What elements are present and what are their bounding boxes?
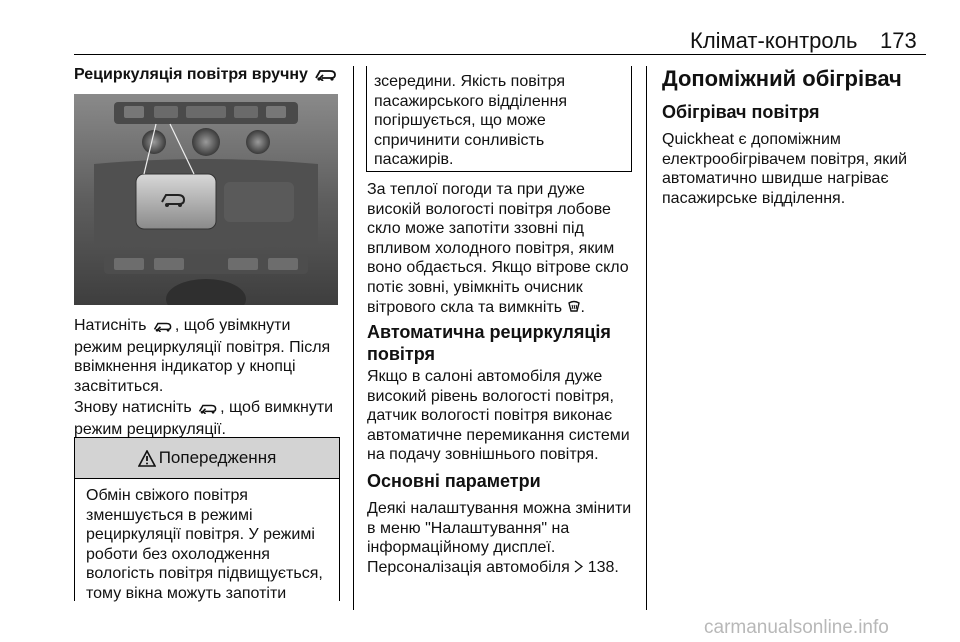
- para-text: високий рівень вологості повітря,: [367, 387, 614, 405]
- para-text: високій вологості повітря лобове: [367, 200, 611, 218]
- para-text: воно обдається. Якщо вітрове скло: [367, 259, 629, 277]
- quickheat-paragraph: [662, 130, 937, 208]
- para-text: За теплої погоди та при дуже: [367, 181, 585, 198]
- warning-line: зменшується в режимі: [86, 506, 253, 524]
- auxiliary-heater-heading: Допоміжний обігрівач: [662, 66, 902, 91]
- recirculation-icon: [313, 67, 339, 87]
- recirculation-icon: [197, 400, 219, 420]
- para-text: , щоб увімкнути: [174, 317, 291, 334]
- recirculation-icon: [152, 318, 174, 338]
- para-text: впливом холодного повітря, яким: [367, 239, 615, 257]
- para-text: електрообігрівачем повітря, який: [662, 150, 908, 168]
- para-text: Деякі налаштування можна змінити: [367, 500, 632, 517]
- para-text: автоматично швидше нагріває: [662, 170, 889, 188]
- warning-line: пасажирів.: [374, 151, 454, 169]
- header-divider: [74, 54, 926, 55]
- press-on-paragraph: [74, 316, 344, 396]
- para-text: датчик вологості повітря виконає: [367, 407, 613, 425]
- para-text: ввімкнення індикатор у кнопці: [74, 358, 296, 376]
- warning-line: роботи без охолодження: [86, 545, 270, 563]
- para-text: автоматичне перемикання системи: [367, 426, 630, 444]
- auto-recirculation-paragraph: [367, 367, 642, 465]
- page-number: 173: [880, 28, 917, 53]
- auto-recirculation-heading: [367, 321, 611, 365]
- climate-panel-photo: [74, 94, 338, 305]
- warning-continued-text: [374, 72, 567, 170]
- column-divider-1: [353, 66, 354, 610]
- para-text: режим рециркуляції.: [74, 420, 226, 438]
- personalisation-reference: [367, 558, 642, 579]
- para-text: Знову натисніть: [74, 399, 192, 416]
- warning-line: Обмін свіжого повітря: [86, 487, 248, 504]
- warning-line: спричинити сонливість: [374, 131, 545, 149]
- para-text: вітрового скла та вимкніть: [367, 298, 563, 316]
- para-text: Персоналізація автомобіля: [367, 559, 570, 576]
- heading-line: Автоматична рециркуляція: [367, 322, 611, 342]
- warning-line: пасажирського відділення: [374, 92, 568, 110]
- warning-line: вологість повітря підвищується,: [86, 565, 323, 583]
- para-text: Quickheat є допоміжним: [662, 131, 841, 148]
- air-heater-heading: Обігрівач повітря: [662, 102, 820, 122]
- para-text: потіє зовні, увімкніть очисник: [367, 278, 583, 296]
- warning-line: зсередини. Якість повітря: [374, 73, 565, 90]
- warning-line: погіршується, що може: [374, 112, 546, 130]
- para-text: інформаційному дисплеї.: [367, 539, 556, 557]
- para-text: скло може запотіти ззовні під: [367, 220, 584, 238]
- basic-settings-paragraph: [367, 499, 642, 558]
- press-off-paragraph: [74, 398, 349, 439]
- warning-text: [86, 486, 336, 604]
- section-title: Клімат-контроль: [690, 28, 858, 53]
- para-text: .: [580, 298, 585, 316]
- para-text: режим рециркуляції повітря. Після: [74, 338, 331, 356]
- warning-triangle-icon: [138, 450, 156, 467]
- page-reference-link[interactable]: 138.: [587, 559, 619, 576]
- warning-line: рециркуляції повітря. У режимі: [86, 526, 315, 544]
- para-text: Якщо в салоні автомобіля дуже: [367, 368, 603, 385]
- para-text: на подачу зовнішнього повітря.: [367, 446, 599, 464]
- basic-settings-heading: Основні параметри: [367, 471, 541, 491]
- para-text: Натисніть: [74, 317, 147, 334]
- page-ref-icon: [574, 559, 583, 579]
- warning-header: [75, 438, 339, 479]
- warning-box-continued: [366, 66, 632, 172]
- warning-line: тому вікна можуть запотіти: [86, 584, 287, 602]
- warning-title: Попередження: [158, 448, 277, 467]
- para-text: пасажирське відділення.: [662, 189, 846, 207]
- warning-box: [74, 437, 340, 601]
- heading-line: повітря: [367, 344, 436, 364]
- windscreen-defrost-icon: [567, 300, 581, 320]
- para-text: , щоб вимкнути: [220, 399, 334, 416]
- para-text: в меню "Налаштування" на: [367, 519, 570, 537]
- manual-recirculation-heading-text: Рециркуляція повітря вручну: [74, 66, 308, 83]
- warm-weather-paragraph: [367, 180, 642, 319]
- column-divider-2: [646, 66, 647, 610]
- watermark: carmanualsonline.info: [704, 617, 889, 638]
- manual-recirculation-heading: [74, 65, 340, 87]
- para-text: засвітиться.: [74, 377, 164, 395]
